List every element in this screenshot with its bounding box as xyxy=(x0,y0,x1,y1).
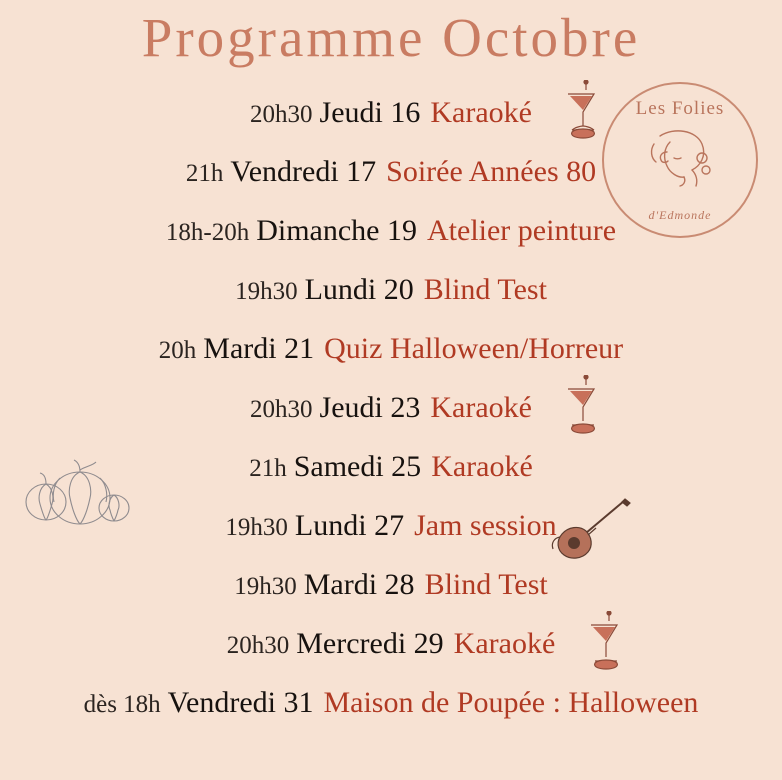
event-title: Karaoké xyxy=(430,96,532,129)
event-time: 21h xyxy=(185,160,224,187)
event-day: Jeudi 23 xyxy=(319,391,421,424)
event-time: 20h30 xyxy=(250,396,313,423)
event-day: Dimanche 19 xyxy=(256,214,417,247)
logo-bottom-text: d'Edmonde xyxy=(648,208,712,222)
event-title: Blind Test xyxy=(424,568,548,601)
list-item xyxy=(0,96,782,155)
event-title: Maison de Poupée : Halloween xyxy=(323,686,699,719)
event-time: 19h30 xyxy=(225,514,288,541)
event-day: Samedi 25 xyxy=(293,450,422,483)
list-item xyxy=(0,568,782,627)
event-time: 19h30 xyxy=(235,278,298,305)
event-day: Mardi 21 xyxy=(203,332,315,365)
event-day: Jeudi 16 xyxy=(319,96,421,129)
event-time: 20h30 xyxy=(226,632,290,659)
cocktail-glass-icon xyxy=(573,611,635,673)
event-day: Lundi 27 xyxy=(294,509,405,542)
event-time: 18h-20h xyxy=(165,219,250,246)
event-time: dès 18h xyxy=(83,691,161,718)
event-title: Karaoké xyxy=(431,450,533,483)
event-title: Jam session xyxy=(414,509,557,542)
event-title: Karaoké xyxy=(453,627,556,660)
event-title: Soirée Années 80 xyxy=(386,155,597,188)
pumpkins-icon xyxy=(18,440,148,530)
list-item xyxy=(0,273,782,332)
event-title: Blind Test xyxy=(423,273,547,306)
event-day: Vendredi 17 xyxy=(230,155,377,188)
cocktail-glass-icon xyxy=(550,375,612,437)
event-title: Karaoké xyxy=(430,391,532,424)
cocktail-glass-icon xyxy=(550,80,612,142)
event-day: Mercredi 29 xyxy=(296,627,444,660)
event-title: Atelier peinture xyxy=(427,214,617,247)
event-day: Vendredi 31 xyxy=(167,686,314,719)
page-title: Programme Octobre xyxy=(141,7,641,68)
list-item xyxy=(0,686,782,745)
list-item xyxy=(0,627,782,686)
list-item xyxy=(0,214,782,273)
event-day: Lundi 20 xyxy=(304,273,414,306)
event-day: Mardi 28 xyxy=(303,568,415,601)
event-time: 20h30 xyxy=(250,101,313,128)
list-item xyxy=(0,332,782,391)
schedule-list xyxy=(0,96,782,745)
event-title: Quiz Halloween/Horreur xyxy=(324,332,624,365)
logo-top-text: Les Folies xyxy=(635,98,725,119)
list-item xyxy=(0,155,782,214)
guitar-icon xyxy=(524,497,634,567)
event-time: 19h30 xyxy=(234,573,297,600)
event-time: 20h xyxy=(158,337,197,364)
event-time: 21h xyxy=(249,455,287,482)
